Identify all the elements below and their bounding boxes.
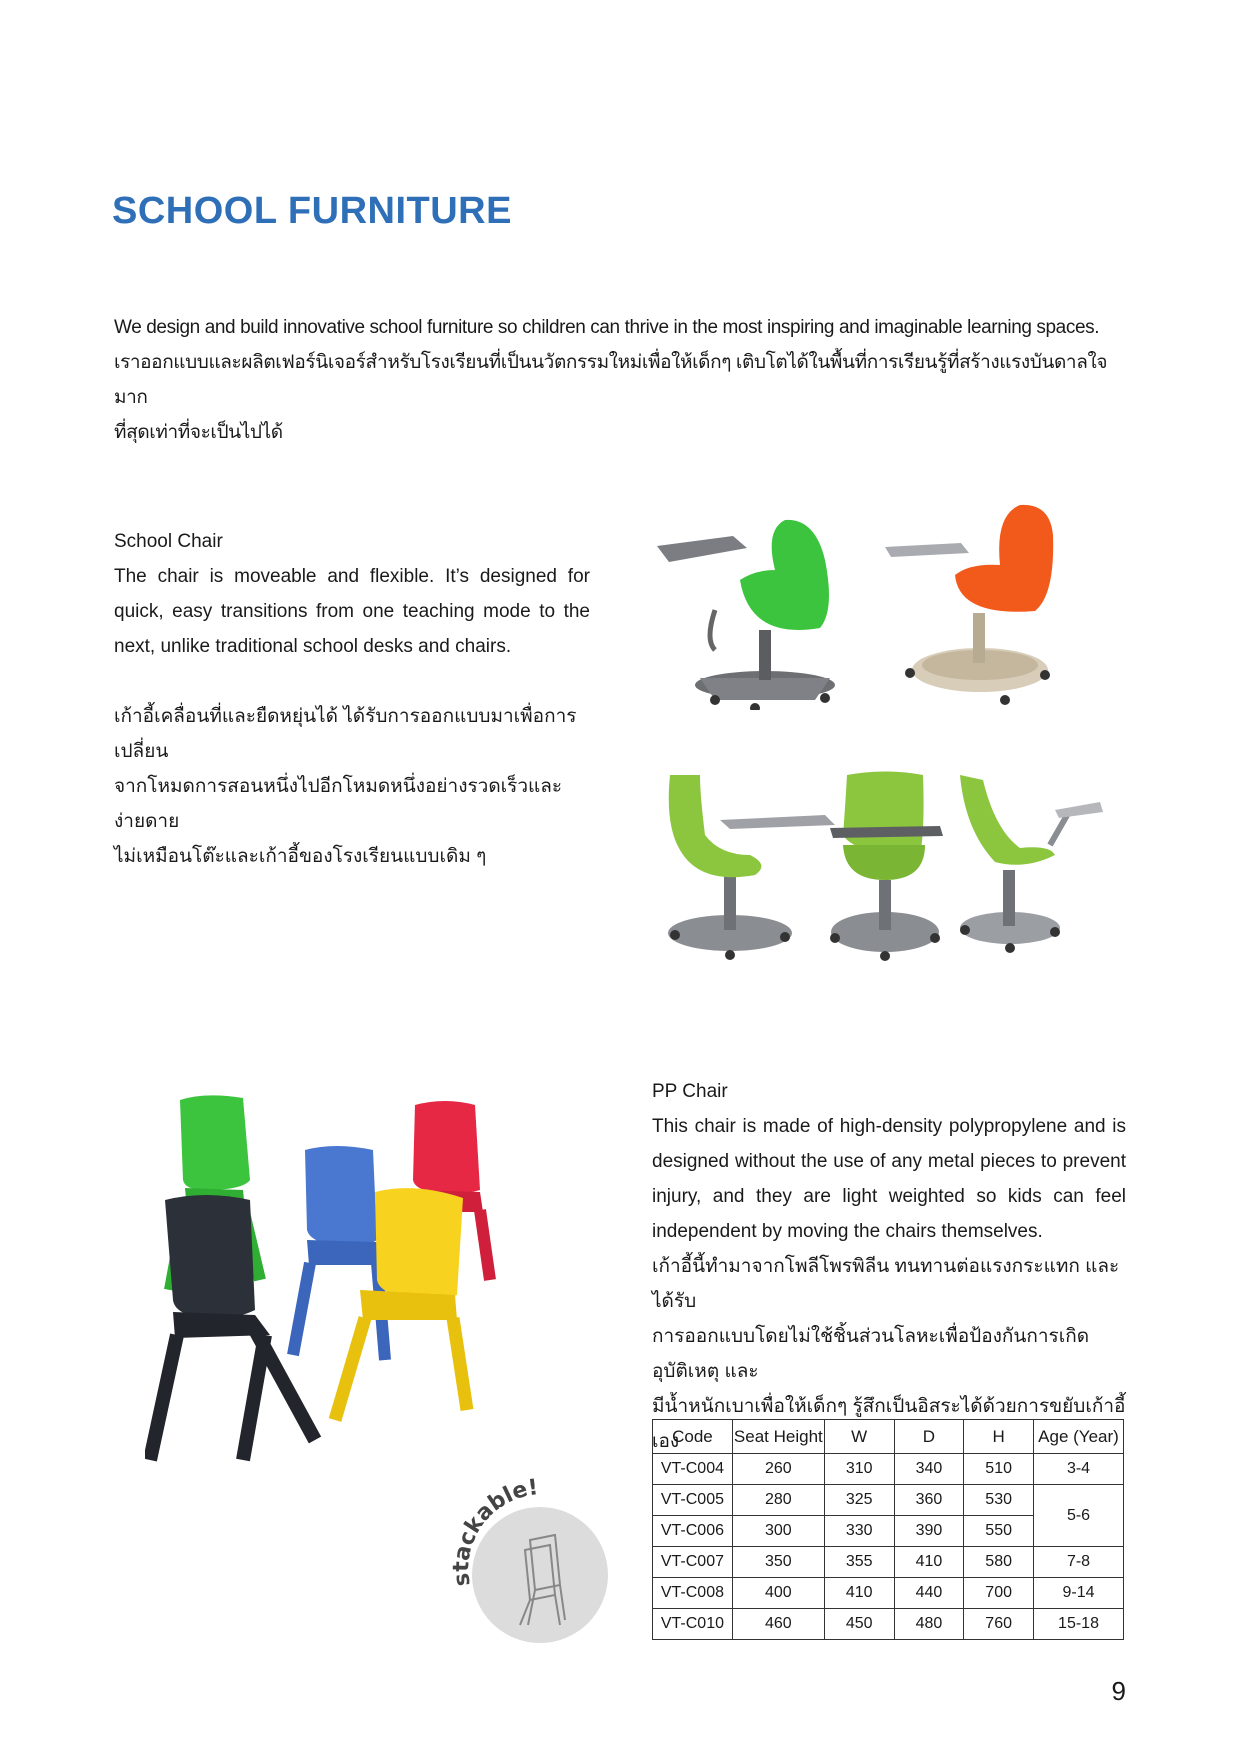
cell-age: 3-4: [1034, 1454, 1124, 1485]
stackable-badge-circle: [472, 1507, 608, 1643]
intro-th-line1: เราออกแบบและผลิตเฟอร์นิเจอร์สำหรับโรงเรียนที่เป็นนวัตกรรมใหม่เพื่อให้เด็กๆ เติบโตได้ในพื้นที่การเรียนรู้ที่สร้างแรงบันดาลใจมาก: [114, 352, 1108, 408]
header-seat-height: Seat Height: [732, 1420, 824, 1454]
cell-w: 410: [824, 1578, 894, 1609]
cell-code: VT-C007: [653, 1547, 733, 1578]
cell-w: 355: [824, 1547, 894, 1578]
lime-tablet-chair-side-image: [955, 770, 1105, 960]
school-chair-description: The chair is moveable and flexible. It’s designed for quick, easy transitions from one teaching mode to the next, unlike traditional school desks and chairs.: [114, 566, 590, 657]
black-pp-chair: [150, 1195, 315, 1460]
school-chair-th-line1: เก้าอี้เคลื่อนที่และยืดหยุ่นได้ ได้รับการออกแบบมาเพื่อการเปลี่ยน: [114, 706, 577, 762]
table-row: [653, 1485, 1124, 1516]
cell-age: 9-14: [1034, 1578, 1124, 1609]
table-header-row: [653, 1420, 1124, 1454]
pp-chair-description: This chair is made of high-density polypropylene and is designed without the use of any metal pieces to prevent injury, and they are light weighted so kids can feel independent by moving the chairs themselves.: [652, 1116, 1126, 1242]
cell-seat-height: 460: [732, 1609, 824, 1640]
cell-d: 360: [894, 1485, 964, 1516]
header-code: Code: [653, 1420, 733, 1454]
intro-th-line2: ที่สุดเท่าที่จะเป็นไปได้: [114, 422, 283, 443]
cell-w: 325: [824, 1485, 894, 1516]
table-row: [653, 1547, 1124, 1578]
cell-h: 580: [964, 1547, 1034, 1578]
blue-pp-chair: [293, 1146, 385, 1360]
cell-h: 530: [964, 1485, 1034, 1516]
cell-code: VT-C006: [653, 1516, 733, 1547]
cell-seat-height: 300: [732, 1516, 824, 1547]
cell-w: 450: [824, 1609, 894, 1640]
green-tablet-chair-image: [655, 500, 855, 710]
orange-tablet-chair-image: [885, 495, 1065, 710]
cell-code: VT-C010: [653, 1609, 733, 1640]
cell-h: 550: [964, 1516, 1034, 1547]
intro-en: We design and build innovative school furniture so children can thrive in the most inspiring and imaginable learning spaces.: [114, 317, 1100, 338]
cell-code: VT-C004: [653, 1454, 733, 1485]
table-row: [653, 1578, 1124, 1609]
cell-code: VT-C008: [653, 1578, 733, 1609]
spec-table: [652, 1419, 1124, 1640]
pp-chair-th-line3: มีน้ำหนักเบาเพื่อให้เด็กๆ รู้สึกเป็นอิสระได้ด้วยการขยับเก้าอี้เอง: [652, 1396, 1126, 1452]
school-chair-th-line3: ไม่เหมือนโต๊ะและเก้าอี้ของโรงเรียนแบบเดิม ๆ: [114, 846, 487, 867]
cell-seat-height: 280: [732, 1485, 824, 1516]
cell-code: VT-C005: [653, 1485, 733, 1516]
pp-chair-heading: PP Chair: [652, 1081, 728, 1102]
cell-d: 340: [894, 1454, 964, 1485]
stackable-badge: [440, 1475, 615, 1650]
cell-seat-height: 400: [732, 1578, 824, 1609]
cell-age: 15-18: [1034, 1609, 1124, 1640]
cell-h: 760: [964, 1609, 1034, 1640]
cell-seat-height: 260: [732, 1454, 824, 1485]
header-d: D: [894, 1420, 964, 1454]
cell-age: 5-6: [1034, 1485, 1124, 1547]
page-number: 9: [1111, 1676, 1126, 1706]
header-age: Age (Year): [1034, 1420, 1124, 1454]
lime-tablet-chair-front-image: [825, 770, 945, 965]
pp-chairs-image: [145, 1080, 535, 1480]
stackable-text: stackable!: [449, 1475, 540, 1588]
intro-text: [114, 310, 1134, 450]
lime-tablet-chair-left-image: [660, 765, 845, 965]
table-row: [653, 1454, 1124, 1485]
school-chair-section: [114, 524, 590, 874]
cell-w: 330: [824, 1516, 894, 1547]
cell-age: 7-8: [1034, 1547, 1124, 1578]
header-h: H: [964, 1420, 1034, 1454]
cell-h: 510: [964, 1454, 1034, 1485]
pp-chair-th-line2: การออกแบบโดยไม่ใช้ชิ้นส่วนโลหะเพื่อป้องกันการเกิดอุบัติเหตุ และ: [652, 1326, 1090, 1382]
cell-w: 310: [824, 1454, 894, 1485]
pp-chair-th-line1: เก้าอี้นี้ทำมาจากโพลีโพรพิลีน ทนทานต่อแรงกระแทก และได้รับ: [652, 1256, 1120, 1312]
school-chair-th-line2: จากโหมดการสอนหนึ่งไปอีกโหมดหนึ่งอย่างรวดเร็วและง่ายดาย: [114, 776, 563, 832]
page-title: SCHOOL FURNITURE: [112, 190, 512, 232]
cell-d: 410: [894, 1547, 964, 1578]
cell-seat-height: 350: [732, 1547, 824, 1578]
school-chair-heading: School Chair: [114, 531, 223, 552]
cell-d: 390: [894, 1516, 964, 1547]
cell-d: 480: [894, 1609, 964, 1640]
cell-h: 700: [964, 1578, 1034, 1609]
table-row: [653, 1609, 1124, 1640]
cell-d: 440: [894, 1578, 964, 1609]
pp-chair-section: [652, 1074, 1126, 1459]
header-w: W: [824, 1420, 894, 1454]
